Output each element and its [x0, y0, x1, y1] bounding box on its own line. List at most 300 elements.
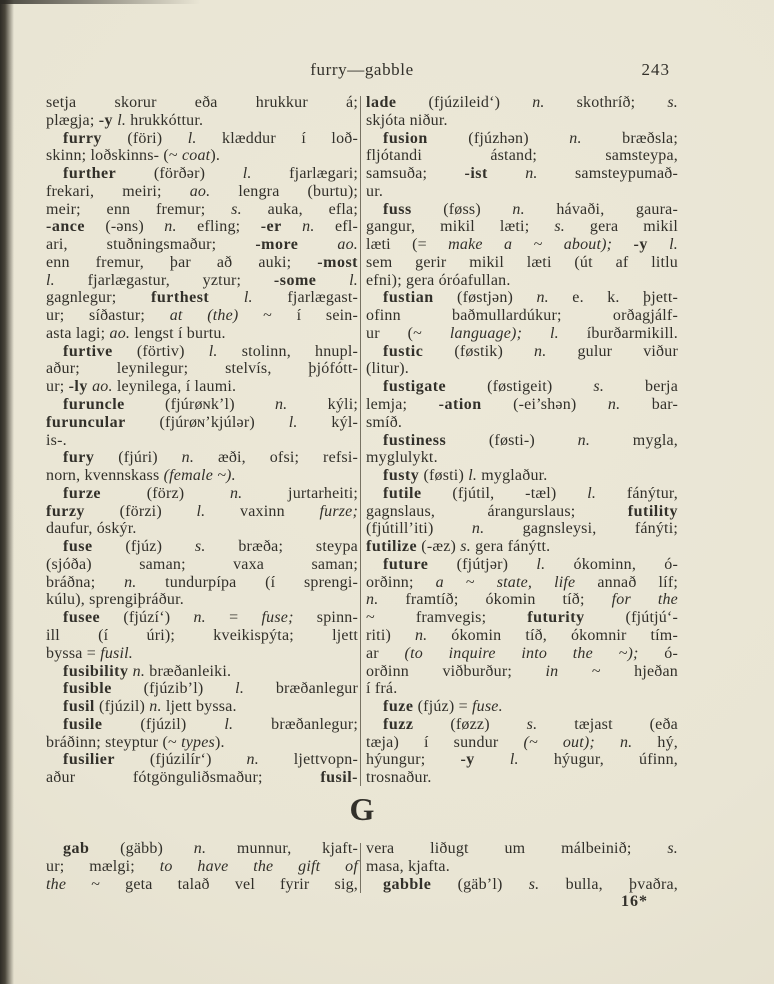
body-text: auka, efla; — [241, 200, 358, 218]
body-text: (fjúzib’l) — [111, 680, 236, 698]
body-text: (fjútjər) — [428, 555, 537, 573]
body-text: ofinn baðmullardúkur; orðagjálf- — [366, 307, 678, 325]
headword: fusibility — [63, 662, 129, 680]
headword: fusil- — [320, 769, 358, 787]
italic-text: n. — [164, 218, 177, 236]
text-line — [46, 680, 358, 698]
italic-text: s. — [460, 538, 471, 556]
body-text: ~ í sein- — [238, 307, 359, 325]
italic-text: n. — [532, 94, 545, 111]
body-text: (förtiv) — [112, 342, 209, 360]
body-text: (-æz) — [417, 538, 461, 556]
body-text: mygla, — [590, 431, 678, 449]
text-line — [366, 147, 678, 165]
body-text — [298, 236, 337, 253]
italic-text: n. — [536, 289, 549, 307]
italic-text: in — [545, 662, 559, 680]
italic-text: n. — [124, 573, 137, 591]
italic-text: n. — [577, 431, 591, 449]
body-text: bar- — [620, 396, 678, 414]
right-column — [366, 94, 678, 787]
text-line — [366, 538, 678, 556]
column-rule — [360, 96, 361, 786]
text-line — [46, 396, 358, 414]
text-line — [366, 591, 678, 609]
text-line — [366, 307, 678, 325]
headword: fusilier — [63, 751, 115, 769]
italic-text: s. — [194, 538, 206, 556]
body-text: jurtarheiti; — [242, 484, 358, 502]
body-text: (fjúrøɴk’l) — [124, 396, 275, 414]
italic-text: s. — [231, 200, 242, 218]
text-line — [46, 360, 358, 378]
body-text: asta lagi; — [46, 324, 110, 342]
text-line — [46, 467, 358, 485]
italic-text: (~ out); — [523, 733, 595, 751]
body-text: tæja) í sundur — [366, 733, 524, 751]
body-text: meir; enn fremur; — [46, 200, 232, 218]
body-text: (fjúzil) — [94, 698, 150, 716]
headword: fury — [63, 449, 95, 467]
text-line — [366, 360, 678, 378]
italic-text: (to inquire into the ~); — [404, 644, 639, 662]
body-text: læti (= — [366, 236, 449, 254]
italic-text: l. — [587, 484, 597, 502]
body-text: ~ geta talað vel fyrir sig, — [66, 875, 358, 893]
headword: fusible — [63, 680, 112, 698]
italic-text: n. — [525, 165, 538, 183]
text-line — [366, 236, 678, 254]
italic-text: n. — [414, 626, 428, 644]
body-text: framtíð; ókomin tíð; — [378, 591, 612, 609]
body-text: hrukkóttur. — [126, 111, 204, 129]
text-line — [366, 520, 678, 538]
body-text: ur; síðastur; — [46, 307, 170, 325]
body-text: ). — [214, 733, 225, 751]
body-text: (føsti-) — [446, 431, 578, 449]
text-line — [46, 112, 358, 130]
body-text: klæddur í loð- — [196, 129, 358, 147]
body-text: leynilega, í laumi. — [112, 378, 237, 396]
g-section-column-rule — [360, 843, 361, 893]
body-text: ljett byssa. — [161, 698, 237, 716]
body-text: gagnlegur; — [46, 289, 152, 307]
body-text: myglaður. — [477, 467, 548, 485]
italic-text: ao. — [337, 236, 358, 254]
text-line — [46, 414, 358, 432]
body-text: (fjútjú‘- — [584, 609, 678, 627]
body-text: plægja; — [46, 111, 99, 129]
scan-top-edge-shadow — [0, 0, 200, 4]
italic-text: coat — [181, 147, 211, 165]
body-text: norn, kvennskass — [46, 467, 164, 485]
italic-text: (female ~). — [163, 467, 236, 485]
body-text: (fjúzil) — [102, 715, 225, 733]
body-text: lemja; — [366, 396, 439, 414]
italic-text: n. — [366, 591, 379, 609]
body-text: gera mikil — [564, 218, 678, 236]
text-line — [366, 876, 678, 894]
headword: furry — [63, 129, 102, 147]
headword: -some — [273, 271, 317, 289]
body-text: (förzi) — [84, 502, 197, 520]
body-text: hávaði, gaura- — [524, 200, 678, 218]
body-text — [648, 236, 669, 253]
body-text: lengst í burtu. — [130, 324, 226, 342]
italic-text: a — [435, 573, 444, 591]
text-line — [46, 272, 358, 290]
headword: lade — [366, 94, 397, 111]
italic-text: fusil. — [100, 644, 133, 662]
body-text: skinn; loðskinns- (~ — [46, 147, 182, 165]
text-line — [366, 112, 678, 130]
body-text: fjarlægast- — [252, 289, 358, 307]
headword: -ance — [46, 218, 85, 236]
text-line — [46, 236, 358, 254]
text-line — [366, 503, 678, 521]
italic-text: to have the gift of — [159, 857, 358, 875]
body-text: ur. — [366, 182, 384, 200]
italic-text: s. — [667, 840, 678, 857]
text-line — [46, 591, 358, 609]
headword: fuse — [63, 538, 93, 556]
body-text — [475, 751, 510, 768]
body-text: lengra (burtu); — [210, 182, 358, 200]
italic-text: l. — [224, 715, 234, 733]
scan-left-edge-shadow — [0, 0, 14, 984]
italic-text: the — [46, 875, 67, 893]
text-line — [366, 432, 678, 450]
body-text: frekari, meiri; — [46, 182, 190, 200]
headword: furuncular — [46, 413, 126, 431]
italic-text: l. — [243, 289, 253, 307]
body-text: efni); gera óróafullan. — [366, 271, 511, 289]
headword: gabble — [383, 875, 432, 893]
italic-text: make a ~ about); — [448, 236, 613, 254]
body-text: ur; — [46, 378, 69, 396]
text-line — [46, 147, 358, 165]
body-text — [522, 325, 550, 342]
body-text: orðinn viðburður; — [366, 662, 546, 680]
headword: futile — [383, 484, 422, 502]
body-text: skothríð; — [544, 94, 668, 111]
body-text: gera fánýtt. — [470, 538, 551, 556]
body-text: ~ — [443, 573, 497, 591]
body-text: (fjútill’iti) — [366, 520, 472, 538]
body-text: gulur viður — [546, 342, 678, 360]
text-line — [46, 165, 358, 183]
italic-text: s. — [528, 875, 540, 893]
italic-text: n. — [246, 751, 259, 769]
text-line — [46, 289, 358, 307]
body-text: (-ei’shən) — [481, 396, 608, 414]
italic-text: fuse; — [261, 609, 294, 627]
italic-text: l. — [349, 271, 358, 289]
body-text: gagnslaus, árangurslaus; — [366, 502, 628, 520]
body-text: (fjúzileid‘) — [396, 94, 533, 111]
page-header — [46, 60, 678, 82]
italic-text: s. — [593, 378, 605, 396]
body-text: ur; mælgi; — [46, 857, 160, 875]
headword: futilize — [366, 538, 418, 556]
body-text: bræða; steypa — [205, 538, 358, 556]
page-number: 243 — [641, 60, 670, 79]
text-line — [366, 769, 678, 787]
text-line — [46, 538, 358, 556]
text-line — [46, 840, 358, 858]
body-text: tæjast (eða — [537, 715, 678, 733]
body-text: samsteypumað- — [537, 165, 678, 183]
body-text — [595, 734, 620, 751]
headword: fusty — [383, 467, 420, 485]
text-line — [46, 698, 358, 716]
text-line — [46, 858, 358, 876]
body-text: (føstigeit) — [446, 378, 594, 396]
italic-text: n. — [607, 396, 621, 414]
headword: furthest — [151, 289, 210, 307]
italic-text: n. — [569, 129, 582, 147]
text-line — [366, 556, 678, 574]
body-text: æði, ofsi; refsi- — [194, 449, 358, 467]
text-line — [46, 503, 358, 521]
text-line — [366, 449, 678, 467]
body-text: ). — [210, 147, 221, 165]
text-line — [46, 485, 358, 503]
text-line — [46, 449, 358, 467]
italic-text: n. — [534, 342, 547, 360]
left-column — [46, 94, 358, 787]
body-text — [488, 165, 525, 182]
text-line — [366, 698, 678, 716]
text-line — [366, 396, 678, 414]
text-line — [366, 663, 678, 681]
text-line — [366, 130, 678, 148]
italic-text: l. — [509, 751, 519, 769]
body-text: bræðanlegur — [244, 680, 358, 698]
text-line — [366, 165, 678, 183]
text-line — [366, 751, 678, 769]
body-text: myglulykt. — [366, 449, 438, 467]
body-text: daufur, óskýr. — [46, 520, 137, 538]
text-line — [46, 556, 358, 574]
text-line — [366, 645, 678, 663]
body-text: is-. — [46, 431, 67, 449]
body-text: smíð. — [366, 413, 403, 431]
headword: fuzz — [383, 715, 414, 733]
text-line — [46, 520, 358, 538]
body-text: (fjúz) = — [413, 698, 472, 716]
headword: fustigate — [383, 378, 447, 396]
body-text: ~ framvegis; — [366, 609, 528, 627]
headword: -ist — [464, 165, 488, 183]
text-line — [366, 840, 678, 858]
body-text: fljótandi ástand; samsteypa, — [366, 147, 678, 165]
text-line — [46, 716, 358, 734]
body-text: hýugur, úfinn, — [518, 751, 678, 769]
italic-text: l. — [669, 236, 679, 254]
body-text: aður; leynilegur; stelvís, þjófótt- — [46, 360, 358, 378]
body-text: (fjúz) — [92, 538, 195, 556]
headword: fustiness — [383, 431, 447, 449]
body-text: gagnsleysi, fánýti; — [484, 520, 678, 538]
body-text: setja skorur eða hrukkur á; — [46, 94, 358, 111]
body-text: stolinn, hnupl- — [217, 342, 358, 360]
body-text: ur (~ — [366, 324, 450, 342]
italic-text: s. — [667, 94, 678, 111]
body-text: byssa = — [46, 644, 101, 662]
headword: furzy — [46, 502, 85, 520]
headword: gab — [63, 840, 90, 857]
body-text: (føstjən) — [433, 289, 537, 307]
text-line — [366, 627, 678, 645]
body-text: (føsti) — [419, 467, 469, 485]
headword: further — [63, 165, 117, 183]
body-text: skjóta niður. — [366, 111, 448, 129]
body-text: aður fótgönguliðsmaður; — [46, 769, 321, 787]
body-text: kýl- — [297, 413, 358, 431]
italic-text: l. — [468, 467, 478, 485]
body-text: riti) — [366, 626, 415, 644]
italic-text: n. — [181, 449, 195, 467]
body-text: tundurpípa (í sprengi- — [136, 573, 359, 591]
italic-text: n. — [302, 218, 315, 236]
headword: futurity — [527, 609, 585, 627]
italic-text: ao. — [189, 182, 211, 200]
body-text: í frá. — [366, 680, 398, 698]
text-line — [366, 414, 678, 432]
body-text: ó- — [638, 644, 679, 662]
headword: furuncle — [63, 396, 125, 414]
italic-text: n. — [512, 200, 525, 218]
body-text: fánýtur, — [596, 484, 678, 502]
body-text: (føzz) — [413, 715, 527, 733]
body-text: bræðanleiki. — [145, 662, 232, 680]
text-line — [366, 858, 678, 876]
italic-text: n. — [149, 698, 162, 716]
text-line — [46, 645, 358, 663]
body-text: (förðər) — [116, 165, 243, 183]
headword: -ly — [68, 378, 88, 396]
body-text: ~ hjeðan — [558, 662, 679, 680]
text-line — [366, 574, 678, 592]
text-line — [46, 609, 358, 627]
body-text: kýli; — [287, 396, 358, 414]
body-text: masa, kjafta. — [366, 857, 450, 875]
text-line — [366, 289, 678, 307]
italic-text: state, life — [496, 573, 576, 591]
headword: fusion — [383, 129, 428, 147]
headword: fusee — [63, 609, 101, 627]
italic-text: l. — [288, 413, 298, 431]
body-text: ari, stuðningsmaður; — [46, 236, 256, 254]
body-text: íburðarmikill. — [558, 324, 678, 342]
body-text: (fjúzí‘) — [100, 609, 194, 627]
body-text: ill (í úri); kveikispýta; ljett — [46, 626, 358, 644]
body-text: (fjúzhən) — [427, 129, 570, 147]
body-text: (litur). — [366, 360, 409, 378]
body-text: (sjóða) saman; vaxa saman; — [46, 555, 358, 573]
body-text — [612, 236, 633, 253]
body-text: ókomin tíð, ókomnir tím- — [427, 626, 678, 644]
body-text: bræðanlegur; — [233, 715, 359, 733]
headword: fuze — [383, 698, 414, 716]
body-text: annað líf; — [575, 573, 678, 591]
body-text: efl- — [314, 218, 358, 236]
text-line — [46, 574, 358, 592]
headword: fusil — [63, 698, 95, 716]
italic-text: l. — [242, 165, 252, 183]
text-line — [46, 751, 358, 769]
text-line — [46, 769, 358, 787]
italic-text: l. — [187, 129, 197, 147]
headword: fuss — [383, 200, 412, 218]
italic-text: types — [181, 733, 215, 751]
body-text — [282, 218, 302, 235]
body-text: (föri) — [101, 129, 188, 147]
headword: -er — [260, 218, 282, 236]
text-line — [46, 378, 358, 396]
text-line — [46, 218, 358, 236]
text-line — [46, 183, 358, 201]
text-line — [366, 734, 678, 752]
headword: fusile — [63, 715, 103, 733]
italic-text: l. — [117, 111, 127, 129]
body-text: (fjúri) — [94, 449, 182, 467]
body-text — [316, 272, 349, 289]
headword: fustian — [383, 289, 434, 307]
text-line — [46, 94, 358, 112]
body-text: efling; — [176, 218, 261, 236]
body-text: kúlu), sprengiþráður. — [46, 591, 184, 609]
body-text: vera liðugt um málbeinið; — [366, 840, 668, 857]
g-section-right-column — [366, 840, 678, 911]
italic-text: l. — [46, 271, 55, 289]
headword: fustic — [383, 342, 424, 360]
text-line — [366, 680, 678, 698]
italic-text: n. — [471, 520, 485, 538]
body-text: (fjúzilír‘) — [115, 751, 247, 769]
body-text: berja — [604, 378, 678, 396]
italic-text: n. — [619, 733, 633, 751]
text-line — [366, 485, 678, 503]
text-line — [366, 325, 678, 343]
text-line — [46, 325, 358, 343]
text-line — [366, 343, 678, 361]
text-line — [46, 734, 358, 752]
body-text: vaxinn — [205, 502, 320, 520]
body-text: sem gerir mikil læti (út af litlu — [366, 253, 678, 271]
body-text: gangur, mikil læti; — [366, 218, 555, 236]
italic-text: n. — [274, 396, 288, 414]
italic-text: n. — [132, 662, 146, 680]
italic-text: n. — [193, 609, 206, 627]
body-text — [209, 289, 244, 306]
body-text: (gäb’l) — [431, 875, 529, 893]
italic-text: l. — [196, 502, 206, 520]
text-line — [46, 254, 358, 272]
text-line — [366, 183, 678, 201]
body-text: bráðna; — [46, 573, 125, 591]
headword: futility — [627, 502, 678, 520]
body-text: (føss) — [411, 200, 513, 218]
text-line — [46, 432, 358, 450]
section-letter-heading: G — [349, 791, 375, 827]
italic-text: for the — [611, 591, 678, 609]
text-line — [46, 307, 358, 325]
text-line — [366, 609, 678, 627]
italic-text: s. — [554, 218, 565, 236]
g-section-left-column — [46, 840, 358, 893]
